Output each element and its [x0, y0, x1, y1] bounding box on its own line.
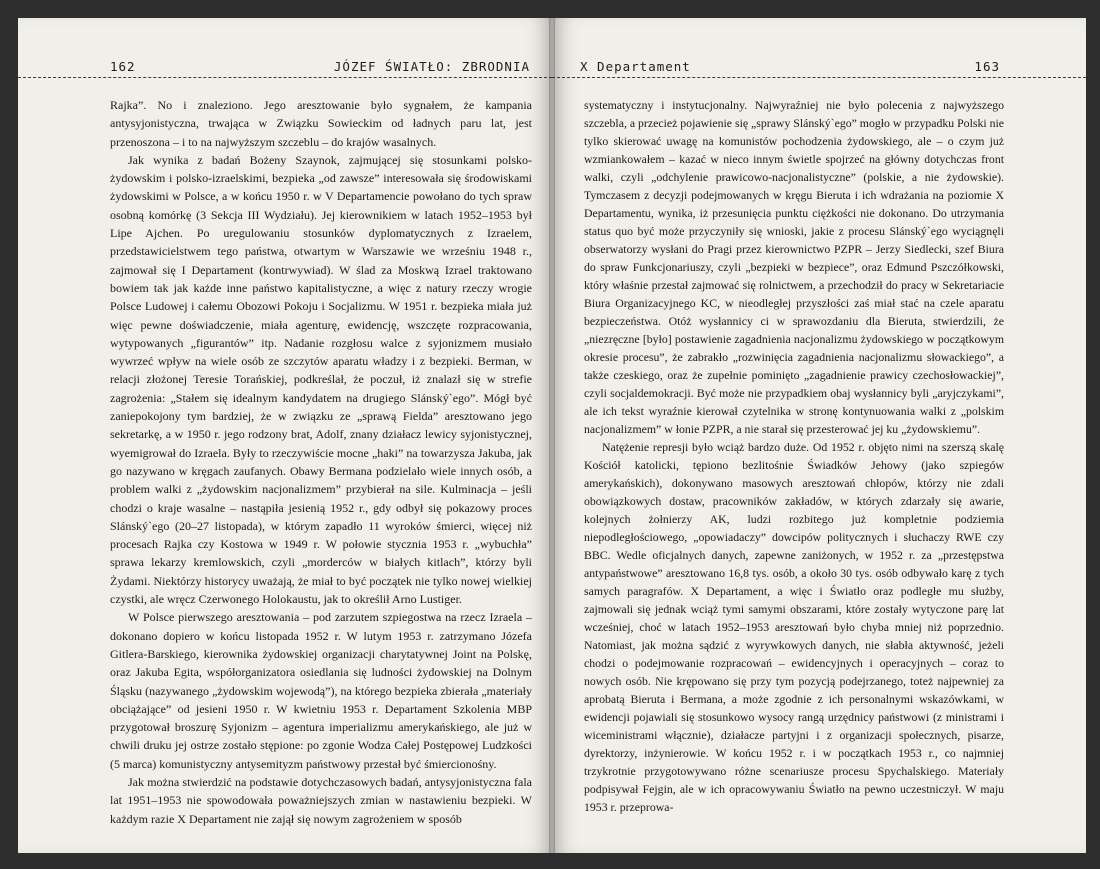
header-rule-right: [552, 77, 1086, 78]
paragraph: Jak można stwierdzić na podstawie dotychczasowych badań, antysyjonistyczna fala lat 1951–1953 nie spowodowała poważniejszych zmian w nastawieniu bezpieki. W każdym razie X Departament nie zajął się nowym zagrożeniem w sposób: [110, 774, 532, 826]
book-gutter: [549, 18, 555, 853]
running-title-right: X Departament: [580, 59, 691, 74]
body-text-left: [110, 96, 532, 828]
paragraph: W Polsce pierwszego aresztowania – pod zarzutem szpiegostwa na rzecz Izraela – dokonano dopiero w końcu listopada 1952 r. W lutym 1953 r. zatrzymano Józefa Gitlera-Barskiego, kierownika żydowskiej organizacji charytatywnej Joint na Polskę, oraz Jakuba Egita, współorganizatora osiedlania się ludności żydowskiej na Dolnym Śląsku (nazywanego „żydowskim wojewodą”), na którego bezpieka zbierała „materiały obciążające” od jesieni 1950 r. W kwietniu 1953 r. Departament Szkolenia MBP przygotował broszurę Syjonizm – agentura imperializmu amerykańskiego, ale już w chwili druku jej ostrze zostało stępione: po zgonie Wodza Całej Postępowej Ludzkości (5 marca) komunistyczny antysemityzm państwowy przestał być śmiercionośny.: [110, 610, 532, 771]
right-page: [552, 18, 1086, 853]
left-page: [18, 18, 552, 853]
header-rule-left: [18, 77, 552, 78]
page-number-left: 162: [110, 59, 136, 74]
running-head-left: [110, 59, 530, 79]
running-head-right: [580, 59, 1000, 79]
paragraph: Natężenie represji było wciąż bardzo duże. Od 1952 r. objęto nimi na szerszą skalę Kościół katolicki, tępiono bezlitośnie Świadków Jehowy (jako szpiegów amerykańskich), dokonywano masowych aresztowań chłopów, którzy nie zdali obowiązkowych dostaw, pracowników zakładów, w których zdarzały się awarie, kolejnych żołnierzy AK, ludzi rozbitego już kompletnie podziemia niepodległościowego, „opowiadaczy” dowcipów politycznych i słuchaczy RWE czy BBC. Wedle oficjalnych danych, zapewne zaniżonych, w 1952 r. za „przestępstwa antypaństwowe” aresztowano 16,8 tys. osób, a około 30 tys. osób odbywało karę z tych samych paragrafów. X Departament, a więc i Światło oraz podległe mu służby, zajmowali się jednak wciąż tymi samymi obszarami, które zostały wytyczone parę lat wcześniej, choć w latach 1952–1953 aresztowań było chyba mniej niż poprzednio. Natomiast, jak można sądzić z wyrywkowych danych, nie słabła aktywność, jeżeli chodzi o podejmowanie rozpracowań – ewidencyjnych i operacyjnych – coraz to nowych osób. Nie krępowano się przy tym pozycją podejrzanego, toteż najpewniej za aprobatą Bieruta i Bermana, a może zgodnie z ich personalnymi wskazówkami, w ewidencji pojawiali się stosunkowo wysocy rangą urzędnicy państwowi (z ministrami i wiceministrami włącznie), działacze partyjni i z organizacji społecznych, pisarze, dyrektorzy, inżynierowie. W końcu 1952 r. i w początkach 1953 r., co najmniej trzykrotnie przygotowywano różne scenariusze procesu Spychalskiego. Materiały podpisywał Fejgin, ale w ich opracowywaniu Światło na pewno uczestniczył. W maju 1953 r. przeprowa-: [584, 440, 1004, 814]
page-number-right: 163: [974, 59, 1000, 74]
paragraph: Rajka”. No i znaleziono. Jego aresztowanie było sygnałem, że kampania antysyjonistyczna, trwająca w Związku Sowieckim od ładnych paru lat, jest przenoszona – i to na najwyższym szczeblu – do krajów wasalnych.: [110, 98, 532, 149]
running-title-left: JÓZEF ŚWIATŁO: ZBRODNIA: [333, 59, 530, 74]
paragraph: Jak wynika z badań Bożeny Szaynok, zajmującej się stosunkami polsko-żydowskim i polsko-izraelskimi, bezpieka „od zawsze” interesowała się środowiskami żydowskimi w Polsce, a w końcu 1950 r. w V Departamencie powołano do tych spraw osobną komórkę (3 Sekcja III Wydziału). Jej kierownikiem w latach 1952–1953 był Lipe Ajchen. Po uregulowaniu stosunków dyplomatycznych z Izraelem, przedstawicielstwem tego państwa, otwartym w Warszawie we wrześniu 1948 r., zajmował się I Departament (kontrwywiad). W ślad za Moskwą Izrael traktowano bowiem tak jak każde inne państwo kapitalistyczne, a więc z natury rzeczy wrogie Polsce Ludowej i całemu Obozowi Pokoju i Socjalizmu. W 1951 r. bezpieka miała już więc pewne doświadczenie, miała agenturę, ewidencję, wszczęte rozpracowania, wytypowanych „figurantów” itp. Nadanie rozgłosu walce z syjonizmem musiało wywrzeć wpływ na wiele osób ze szczytów aparatu władzy i z bezpieki. Berman, w relacji złożonej Teresie Torańskiej, podkreślał, że poczuł, iż znalazł się w strefie zagrożenia: „Stałem się idealnym kandydatem na drugiego Slánský`ego”. Mógł być zaniepokojony tym bardziej, że w związku ze „sprawą Fielda” aresztowano jego sekretarkę, a w 1950 r. jego rodzony brat, Adolf, znany działacz lewicy syjonistycznej, wyemigrował do Izraela. Były to rzeczywiście mocne „haki” na towarzysza Jakuba, jak go nazywano w kręgach zaufanych. Obawy Bermana podzielało wiele innych osób, a problem walki z „żydowskim nacjonalizmem” przybierał na sile. Kulminacja – jeśli chodzi o kraje wasalne – nastąpiła jesienią 1952 r., gdy odbył się pokazowy proces Slánský`ego (20–27 listopada), w którym zapadło 11 wyroków śmierci, więcej niż procesach Rajka czy Kostowa w 1949 r. W połowie stycznia 1953 r. „wybuchła” sprawa lekarzy kremlowskich, czyli „morderców w białych kitlach”, którzy byli Żydami. Niektórzy historycy uważają, że miał to być początek nie tylko nowej wielkiej czystki, ale wręcz Czerwonego Holokaustu, jak to określił Arno Lustiger.: [110, 152, 532, 607]
paragraph: systematyczny i instytucjonalny. Najwyraźniej nie było polecenia z najwyższego szczebla, a przecież pojawienie się „sprawy Slánský`ego” mogło w przypadku Polski nie tylko skierować uwagę na komunistów pochodzenia żydowskiego, ale – o czym już wzmiankowałem – kazać w nieco innym świetle spojrzeć na główny dotychczas front walki, czyli „odchylenie prawicowo-nacjonalistyczne” (polskie, a nie żydowskie). Tymczasem z decyzji podejmowanych w kręgu Bieruta i ich wdrażania na poziomie X Departamentu, wynika, iż przesunięcia punktu ciężkości nie dokonano. Do utrzymania status quo być może przyczyniły się wnioski, jakie z procesu Slánský`ego wyciągnęli obserwatorzy wysłani do Pragi przez kierownictwo PZPR – Jerzy Siedlecki, szef Biura do spraw Funkcjonariuszy, czyli „bezpieki w bezpiece”, oraz Edmund Pszczółkowski, który właśnie przestał zajmować się rolnictwem, a przechodził do pracy w Sekretariacie Biura Organizacyjnego KC, w nieodległej przyszłości zaś miał stać na czele aparatu bezpieczeństwa. Otóż wysłannicy ci w sprawozdaniu dla Bieruta, stwierdzili, że „niezręczne [było] postawienie zagadnienia nacjonalizmu żydowskiego w początkowym okresie procesu”, że zabrakło „rozwinięcia zagadnienia nacjonalizmu słowackiego”, a także czeskiego, oraz że zupełnie pominięto „zagadnienie prawicy czechosłowackiej”, czyli socjaldemokracji. Być może nie przypadkiem obaj wysłannicy byli „aryjczykami”, ale ich tekst wyraźnie kierował czytelnika w stronę kontynuowania walki z „polskim nacjonalizmem” w łonie PZPR, a nie starał się przesterować jej ku „żydowskiemu”.: [584, 98, 1004, 436]
body-text-right: [584, 96, 1004, 816]
